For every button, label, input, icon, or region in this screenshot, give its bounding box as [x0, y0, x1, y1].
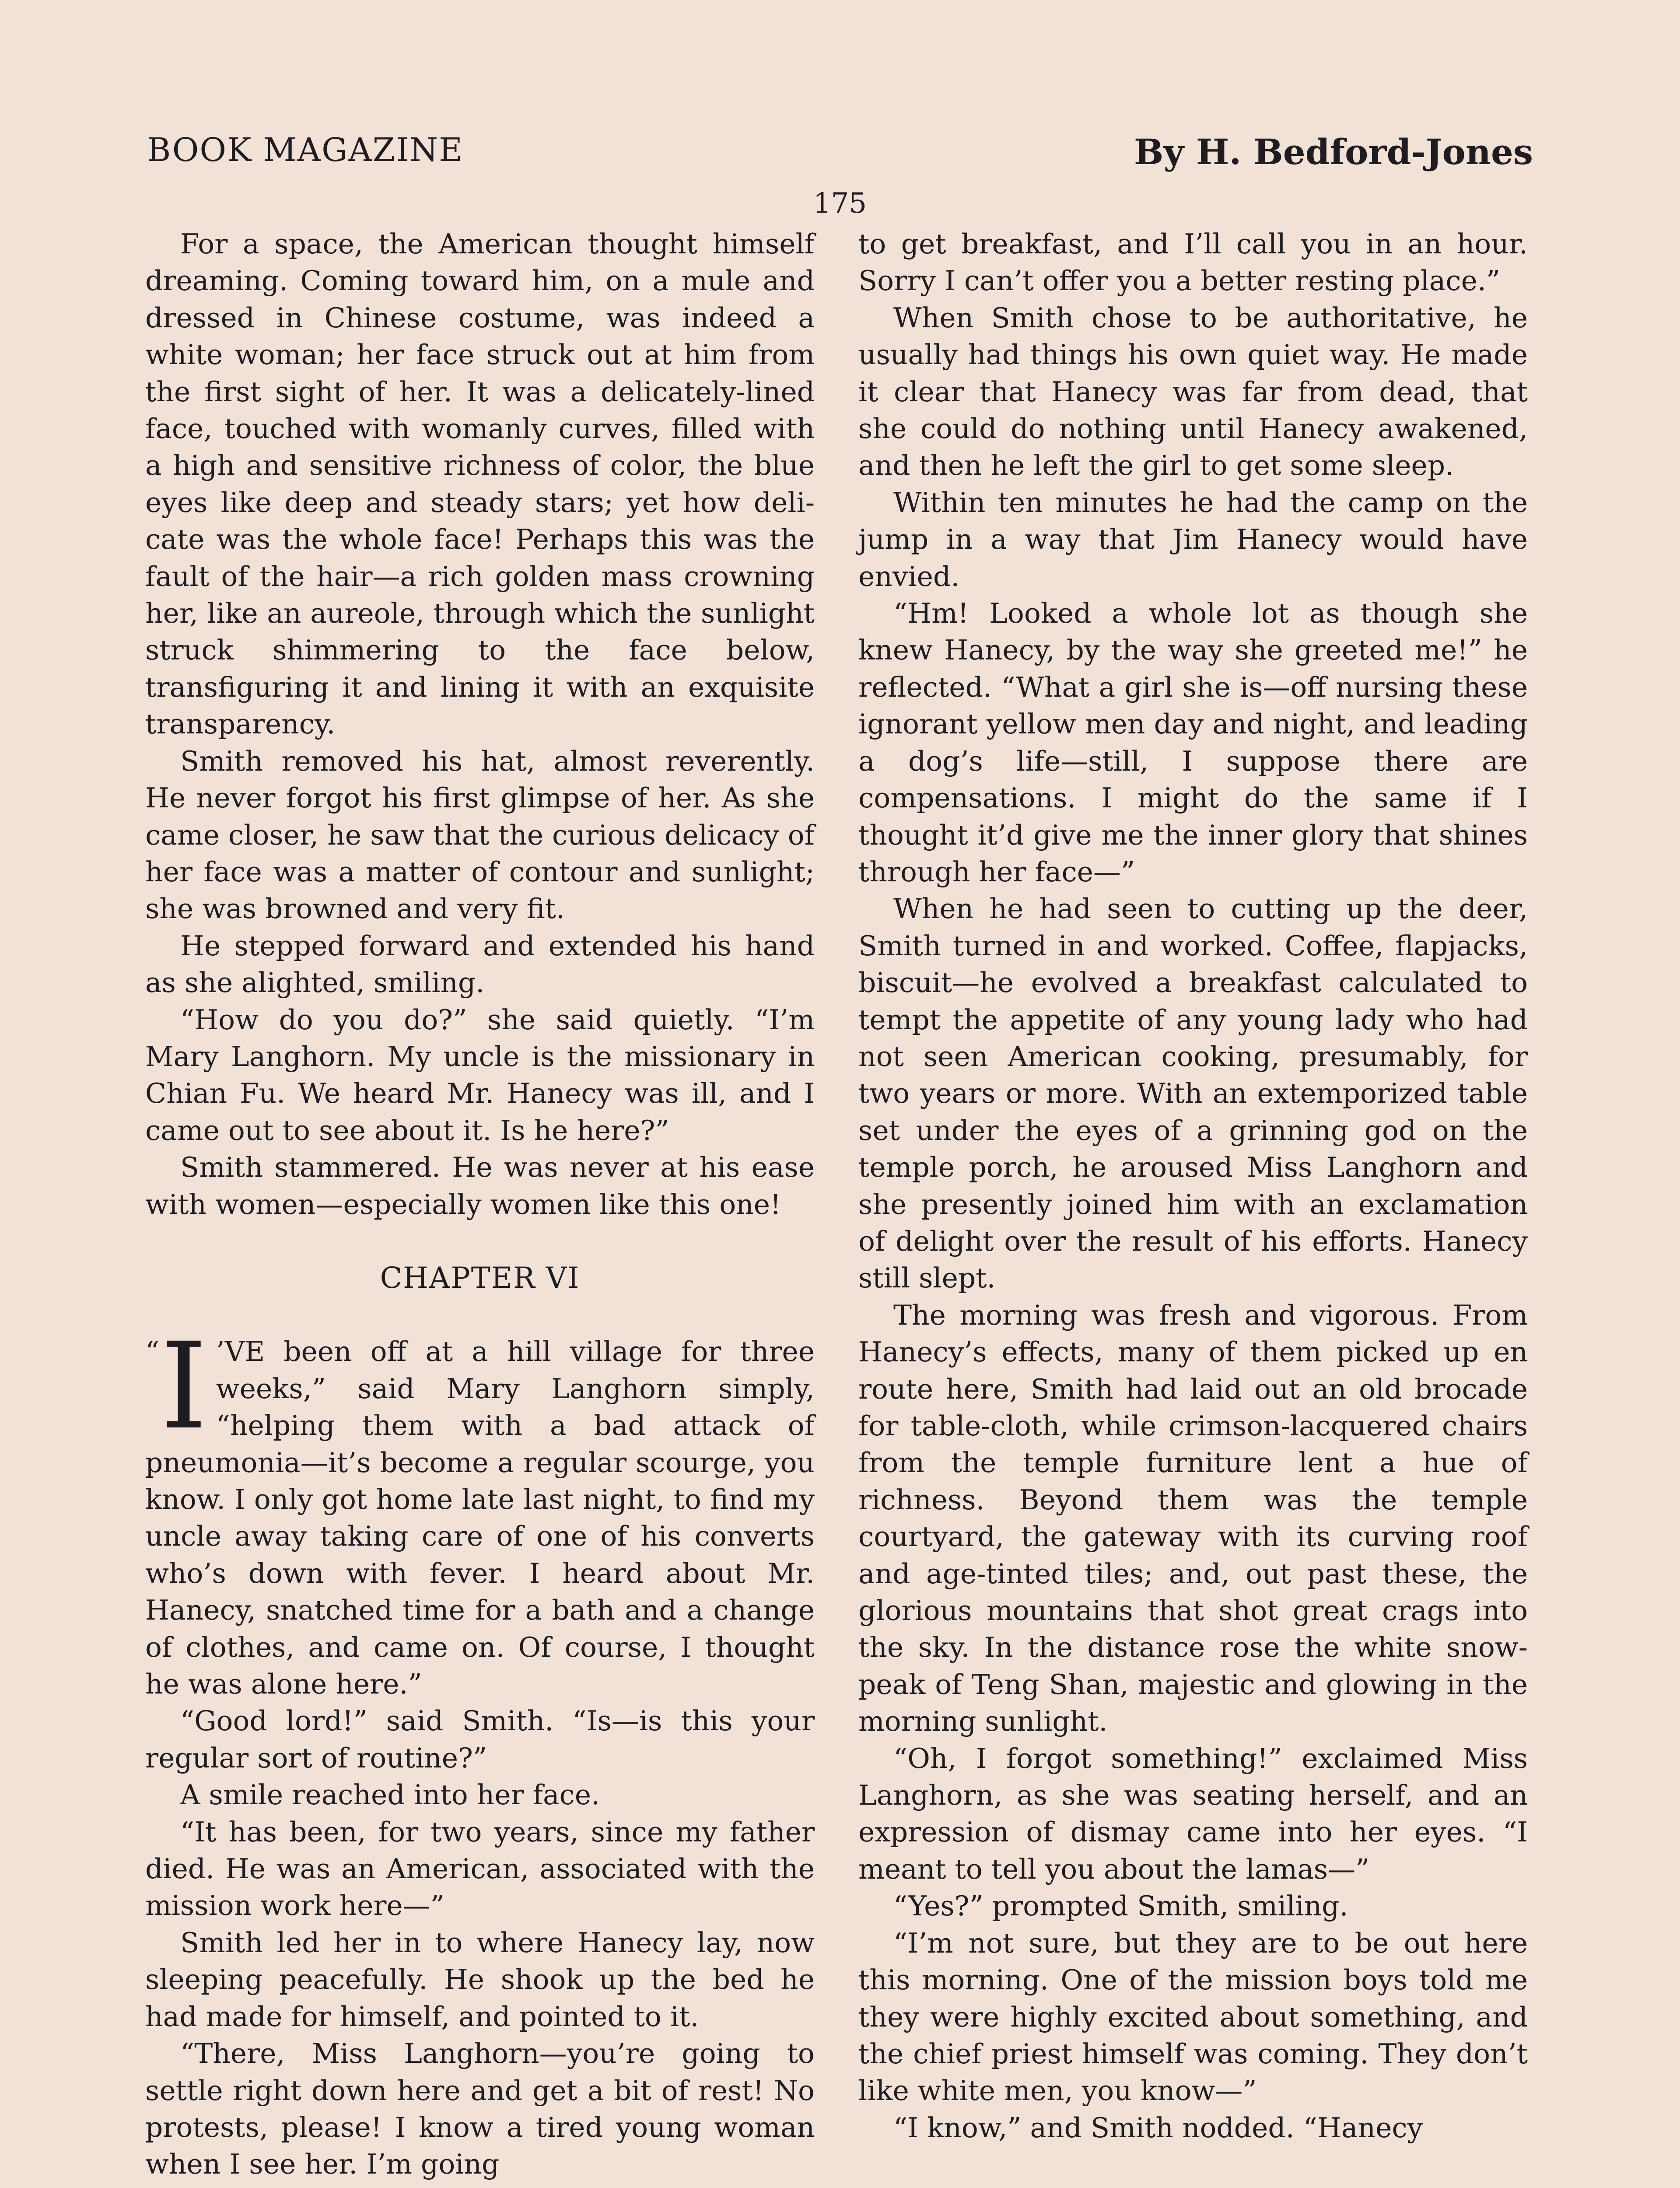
- paragraph: When he had seen to cutting up the deer, Smith turned in and worked. Coffee, flapjacks, biscuit—he evolved a breakfast calculated to tempt the appetite of any young lady who had not seen American cooking, presumably, for two years or more. With an extemporized table set under the eyes of a grinning god on the temple porch, he aroused Miss Langhorn and she presently joined him with an exclamation of delight over the result of his efforts. Hanecy still slept.: [858, 893, 1528, 1294]
- continued-paragraph: to get breakfast, and I’ll call you in an hour. Sorry I can’t offer you a better resting place.”: [858, 228, 1528, 297]
- dropcap-text: ’VE been off at a hill village for three weeks,” said Mary Langhorn simply, “helping them with a bad attack of pneumonia—it’s become a regular scourge, you know. I only got home late last night, to find my uncle away taking care of one of his converts who’s down with fever. I heard about Mr. Hanecy, snatched time for a bath and a change of clothes, and came on. Of course, I thought he was alone here.”: [145, 1336, 815, 1701]
- chapter-heading: CHAPTER VI: [380, 1261, 580, 1295]
- paragraph: Smith led her in to where Hanecy lay, now sleeping peacefully. He shook up the bed he had made for himself, and pointed to it.: [145, 1926, 815, 2033]
- dropcap-quote: “: [145, 1336, 160, 1368]
- left-column: [145, 226, 815, 2183]
- paragraph: The morning was fresh and vigorous. From Hanecy’s effects, many of them picked up en route here, Smith had laid out an old brocade for table-cloth, while crimson-lacquered chairs from the temple furniture lent a hue of richness. Beyond them was the temple courtyard, the gateway with its curving roof and age-tinted tiles; and, out past these, the glorious mountains that shot great crags into the sky. In the distance rose the white snow-peak of Teng Shan, majestic and glowing in the morning sunlight.: [858, 1299, 1528, 1738]
- publication-title: BOOK MAGAZINE: [147, 131, 464, 169]
- paragraph: “Yes?” prompted Smith, smiling.: [893, 1890, 1348, 1922]
- paragraph: He stepped forward and extended his hand as she alighted, smiling.: [145, 929, 815, 999]
- page-header: [147, 131, 1533, 188]
- page-number: 175: [813, 187, 867, 220]
- right-column: [858, 226, 1528, 2146]
- paragraph: “Hm! Looked a whole lot as though she knew Hanecy, by the way she greeted me!” he reflected. “What a girl she is—off nursing these ignorant yellow men day and night, and leading a dog’s life—still, I suppose there are compensations. I might do the same if I thought it’d give me the inner glory that shines through her face—”: [858, 597, 1528, 888]
- paragraph: “I know,” and Smith nodded. “Hanecy: [893, 2111, 1423, 2144]
- paragraph: Smith stammered. He was never at his ease with women—especially women like this one!: [145, 1151, 815, 1220]
- author-byline: By H. Bedford-Jones: [1134, 131, 1533, 172]
- paragraph: “Good lord!” said Smith. “Is—is this your regular sort of routine?”: [145, 1705, 815, 1774]
- paragraph: “I’m not sure, but they are to be out here this morning. One of the mission boys told me they were highly excited about something, and the chief priest himself was coming. They don’t like white men, you know—”: [858, 1927, 1528, 2107]
- paragraph: “It has been, for two years, since my father died. He was an American, associated with the mission work here—”: [145, 1816, 815, 1922]
- paragraph: Smith removed his hat, almost reverently. He never forgot his first glimpse of her. As she came closer, he saw that the curious delicacy of her face was a matter of contour and sunlight; she was browned and very fit.: [145, 745, 815, 925]
- paragraph: Within ten minutes he had the camp on the jump in a way that Jim Hanecy would have envied.: [858, 486, 1528, 593]
- paragraph: A smile reached into her face.: [180, 1779, 600, 1811]
- dropcap-letter: I: [160, 1318, 207, 1456]
- paragraph: For a space, the American thought himself dreaming. Coming toward him, on a mule and dressed in Chinese costume, was indeed a white woman; her face struck out at him from the first sight of her. It was a delicately-lined face, touched with womanly curves, filled with a high and sensitive richness of color, the blue eyes like deep and steady stars; yet how delicate was the whole face! Perhaps this was the fault of the hair—a rich golden mass crowning her, like an aureole, through which the sunlight struck shimmering to the face below, transfiguring it and lining it with an exquisite transparency.: [145, 228, 815, 740]
- dropcap-paragraph: [145, 1318, 815, 1703]
- paragraph: “How do you do?” she said quietly. “I’m Mary Langhorn. My uncle is the missionary in Chian Fu. We heard Mr. Hanecy was ill, and I came out to see about it. Is he here?”: [145, 1003, 815, 1147]
- paragraph: When Smith chose to be authoritative, he usually had things his own quiet way. He made it clear that Hanecy was far from dead, that she could do nothing until Hanecy awakened, and then he left the girl to get some sleep.: [858, 302, 1528, 482]
- paragraph: “Oh, I forgot something!” exclaimed Miss Langhorn, as she was seating herself, and an expression of dismay came into her eyes. “I meant to tell you about the lamas—”: [858, 1742, 1528, 1885]
- paragraph: “There, Miss Langhorn—you’re going to settle right down here and get a bit of rest! No protests, please! I know a tired young woman when I see her. I’m going: [145, 2037, 815, 2181]
